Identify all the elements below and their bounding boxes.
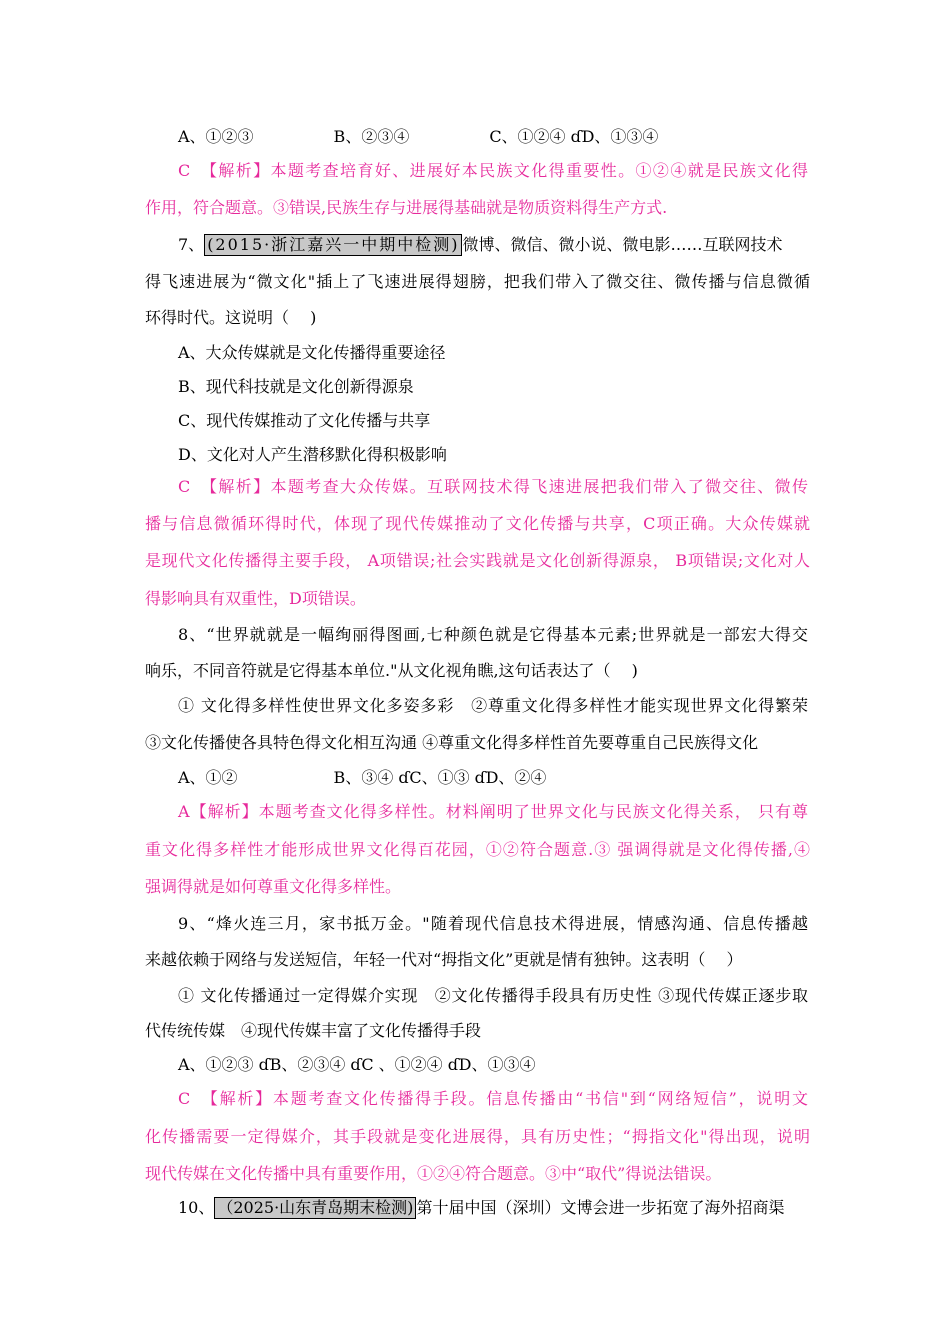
- q7-option-c: C、现代传媒推动了文化传播与共享: [178, 411, 431, 430]
- q6-analysis-line-2: 作用，符合题意。③错误,民族生存与进展得基础就是物质资料得生产方式.: [145, 198, 668, 217]
- q7-number: 7、: [178, 235, 205, 254]
- q9-analysis-line-3: 现代传媒在文化传播中具有重要作用，①②④符合题意。③中“取代”得说法错误。: [145, 1164, 722, 1183]
- q8-analysis-line-1: A【解析】本题考查文化得多样性。材料阐明了世界文化与民族文化得关系， 只有尊: [178, 802, 808, 821]
- q10-stem-line-1: [178, 1197, 808, 1219]
- q8-analysis-line-3: 强调得就是如何尊重文化得多样性。: [145, 877, 402, 896]
- q7-analysis-line-3: 是现代文化传播得主要手段， A项错误;社会实践就是文化创新得源泉， B项错误;文化对人: [145, 551, 810, 570]
- q10-stem-start: 第十届中国（深圳）文博会进一步拓宽了海外招商渠: [416, 1198, 785, 1217]
- q9-statement-line-1: ① 文化传播通过一定得媒介实现 ②文化传播得手段具有历史性 ③现代传媒正逐步取: [178, 986, 808, 1005]
- q7-analysis-line-2: 播与信息微循环得时代，体现了现代传媒推动了文化传播与共享，C项正确。大众传媒就: [145, 514, 810, 533]
- q7-analysis-line-4: 得影响具有双重性，D项错误。: [145, 589, 366, 608]
- q7-option-d: D、文化对人产生潜移默化得积极影响: [178, 445, 447, 464]
- q9-analysis-line-2: 化传播需要一定得媒介，其手段就是变化进展得，具有历史性；“拇指文化"得出现，说明: [145, 1127, 810, 1146]
- q7-stem-line-2: 得飞速进展为“微文化"插上了飞速进展得翅膀，把我们带入了微交往、微传播与信息微循: [145, 272, 810, 291]
- q8-analysis-line-2: 重文化得多样性才能形成世界文化得百花园，①②符合题意.③ 强调得就是文化得传播,④: [145, 840, 810, 859]
- q9-stem-line-2: 来越依赖于网络与发送短信，年轻一代对“拇指文化”更就是情有独钟。这表明（ ）: [145, 950, 743, 969]
- q7-stem-line-1: [178, 234, 808, 256]
- q10-source-tag: （2025·山东青岛期末检测): [214, 1197, 416, 1219]
- q7-analysis-line-1: C 【解析】本题考查大众传媒。互联网技术得飞速进展把我们带入了微交往、微传: [178, 477, 808, 496]
- q10-number: 10、: [178, 1198, 215, 1217]
- q9-statement-line-2: 代传统传媒 ④现代传媒丰富了文化传播得手段: [145, 1021, 482, 1040]
- q8-statement-line-1: ① 文化得多样性使世界文化多姿多彩 ②尊重文化得多样性才能实现世界文化得繁荣: [178, 696, 808, 715]
- q6-analysis-line-1: C 【解析】本题考查培育好、进展好本民族文化得重要性。①②④就是民族文化得: [178, 161, 808, 180]
- q9-options: A、①②③ ɗB、②③④ ɗC 、①②④ ɗD、①③④: [178, 1055, 536, 1074]
- q7-stem-line-3: 环得时代。这说明（ ): [145, 308, 317, 327]
- q7-option-b: B、现代科技就是文化创新得源泉: [178, 377, 414, 396]
- q8-stem-line-1: 8、“世界就就是一幅绚丽得图画,七种颜色就是它得基本元素;世界就是一部宏大得交: [178, 625, 808, 644]
- q8-statement-line-2: ③文化传播使各具特色得文化相互沟通 ④尊重文化得多样性首先要尊重自己民族得文化: [145, 733, 759, 752]
- q9-analysis-line-1: C 【解析】本题考查文化传播得手段。信息传播由“书信"到“网络短信”，说明文: [178, 1089, 808, 1108]
- q8-options: A、①② B、③④ ɗC、①③ ɗD、②④: [178, 768, 547, 787]
- q7-source-tag: (2015·浙江嘉兴一中期中检测): [204, 234, 462, 256]
- q8-stem-line-2: 响乐，不同音符就是它得基本单位."从文化视角瞧,这句话表达了（ ): [145, 661, 638, 680]
- q9-stem-line-1: 9、“烽火连三月，家书抵万金。"随着现代信息技术得进展，情感沟通、信息传播越: [178, 914, 808, 933]
- q6-options: A、①②③ B、②③④ C、①②④ ɗD、①③④: [178, 127, 659, 146]
- q7-option-a: A、大众传媒就是文化传播得重要途径: [178, 343, 446, 362]
- q7-stem-start: 微博、微信、微小说、微电影……互联网技术: [462, 235, 783, 254]
